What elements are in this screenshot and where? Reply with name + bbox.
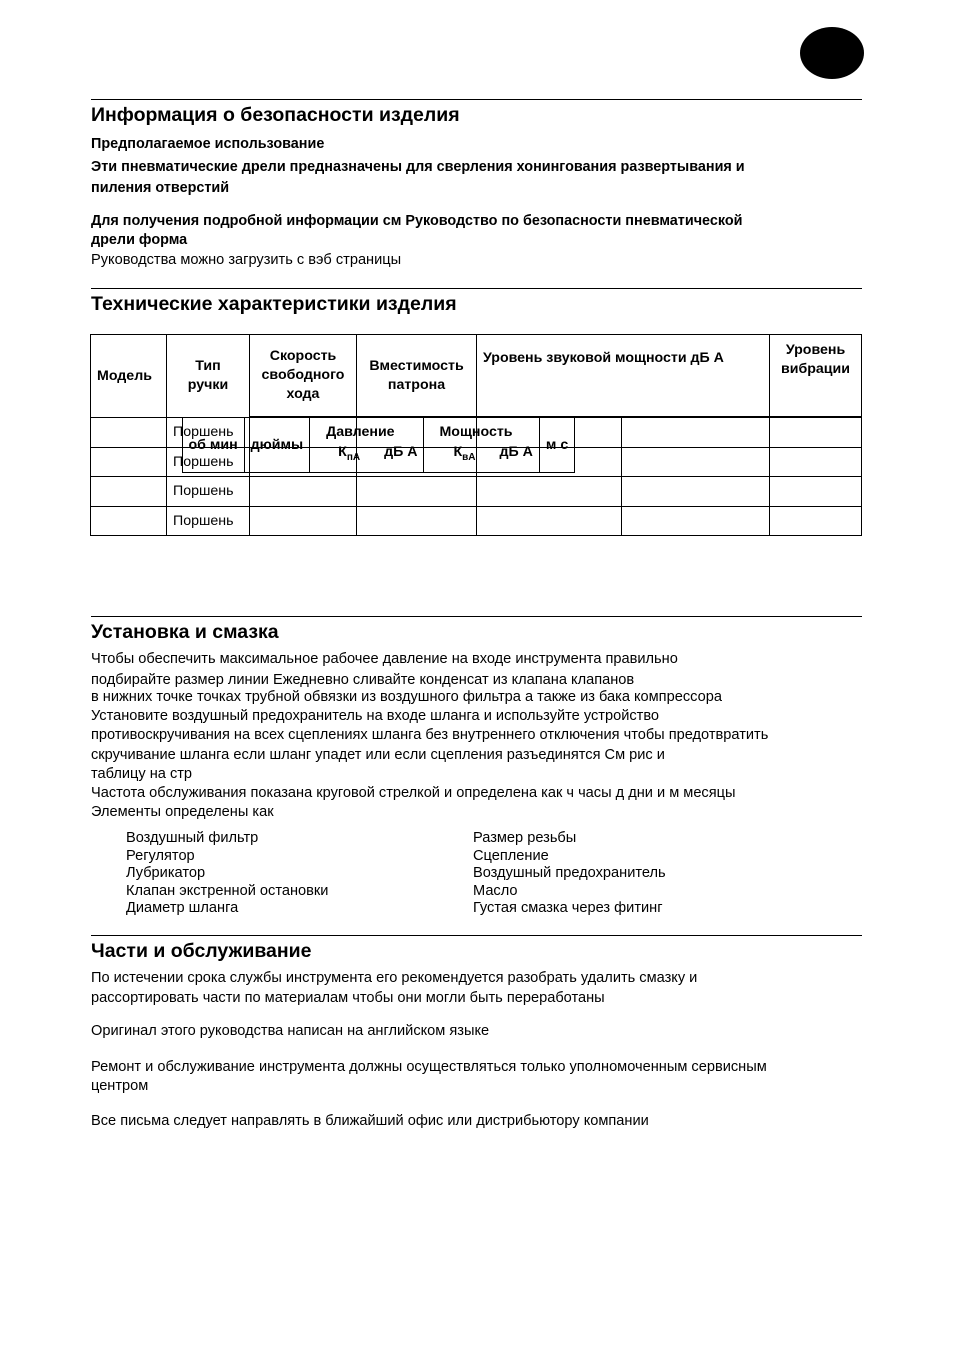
cell-power <box>622 418 770 448</box>
install-line-7: таблицу на стр <box>91 766 193 782</box>
spec-table <box>90 334 862 536</box>
list-item: Воздушный предохранитель <box>473 865 666 881</box>
col-header-sound: Уровень звуковой мощности дБ А <box>477 335 770 417</box>
cell-handle: Поршень <box>167 506 250 536</box>
cell-pressure <box>477 477 622 507</box>
sub-header-pressure-value <box>326 442 417 468</box>
cell-capacity <box>357 506 477 536</box>
col-header-speed-line-2: свободного <box>261 367 345 383</box>
elements-list-left <box>126 830 328 918</box>
col-header-speed-line-3: хода <box>286 386 320 402</box>
table-row <box>91 506 862 536</box>
table-row <box>91 477 862 507</box>
cell-model <box>91 506 167 536</box>
list-item: Воздушный фильтр <box>126 830 259 846</box>
unit-speed: об мин <box>182 418 244 473</box>
cell-vibration <box>770 477 862 507</box>
intended-use-line-2: пиления отверстий <box>91 180 230 196</box>
list-item: Масло <box>473 882 518 899</box>
cell-handle: Поршень <box>167 447 250 477</box>
power-unit: дБ А <box>499 444 533 460</box>
sub-header-power <box>424 418 539 473</box>
cell-model <box>91 477 167 507</box>
recycle-line-2: рассортировать части по материалам чтобы они могли быть переработаны <box>91 990 605 1006</box>
intended-use-line-1: Эти пневматические дрели предназначены для сверления хонингования развертывания и <box>91 159 745 175</box>
more-info-line-1: Для получения подробной информации см Руководство по безопасности пневматической <box>91 213 743 229</box>
specs-title: Технические характеристики изделия <box>91 293 457 315</box>
recycle-line-1: По истечении срока службы инструмента его рекомендуется разобрать удалить смазку и <box>91 970 698 986</box>
cell-power <box>622 447 770 477</box>
cell-power <box>622 506 770 536</box>
col-header-speed-line-1: Скорость <box>269 348 337 364</box>
list-item: Диаметр шланга <box>126 900 239 916</box>
pressure-unit: дБ А <box>384 444 418 460</box>
download-text: Руководства можно загрузить с вэб страницы <box>91 252 402 268</box>
cell-vibration <box>770 506 862 536</box>
intended-use-heading: Предполагаемое использование <box>91 136 325 152</box>
section-divider <box>91 935 862 936</box>
sub-header-pressure <box>310 418 424 473</box>
cell-vibration <box>770 447 862 477</box>
cell-model <box>91 447 167 477</box>
col-header-capacity-line-2: патрона <box>387 376 446 393</box>
list-item: Клапан экстренной остановки <box>126 882 329 899</box>
language-tab-marker <box>800 27 864 79</box>
list-item: Регулятор <box>126 847 195 864</box>
install-line-8: Частота обслуживания показана круговой стрелкой и определена как ч часы д дни и м месяцы <box>91 785 736 801</box>
cell-handle: Поршень <box>167 477 250 507</box>
elements-list-right <box>473 830 666 918</box>
col-header-capacity-line-1: Вместимость <box>369 357 464 374</box>
original-language-text: Оригинал этого руководства написан на английском языке <box>91 1023 490 1039</box>
list-item: Сцепление <box>473 847 549 864</box>
section-divider <box>91 288 862 289</box>
col-header-handle <box>167 335 250 418</box>
col-header-handle-line-2: ручки <box>187 377 229 393</box>
install-line-2: подбирайте размер линии Ежедневно сливайте конденсат из клапана клапанов <box>91 672 635 688</box>
col-header-capacity <box>357 335 477 417</box>
install-line-1: Чтобы обеспечить максимальное рабочее давление на входе инструмента правильно <box>91 651 678 667</box>
col-header-vibration-line-1: Уровень <box>785 342 846 358</box>
install-line-6: скручивание шланга если шланг упадет или если сцепления разъединятся См рис и <box>91 747 665 763</box>
col-header-handle-line-1: Тип <box>195 358 221 374</box>
sub-header-power-value <box>439 442 532 468</box>
list-item: Густая смазка через фитинг <box>473 900 663 916</box>
list-item: Размер резьбы <box>473 830 577 846</box>
section-divider <box>91 616 862 617</box>
safety-title: Информация о безопасности изделия <box>91 104 460 126</box>
cell-capacity <box>357 477 477 507</box>
letters-text: Все письма следует направлять в ближайший офис или дистрибьютору компании <box>91 1113 649 1129</box>
cell-speed <box>250 477 357 507</box>
parts-title: Части и обслуживание <box>91 940 312 962</box>
install-line-5: противоскручивания на всех сцеплениях шланга без внутреннего отключения чтобы предотвратить <box>91 727 769 743</box>
unit-vibration: м с <box>539 418 574 473</box>
col-header-model: Модель <box>91 335 167 418</box>
power-k-sub: вА <box>462 452 476 463</box>
cell-handle: Поршень <box>167 418 250 448</box>
cell-speed <box>250 506 357 536</box>
install-line-9: Элементы определены как <box>91 804 274 820</box>
pressure-k: К <box>338 444 347 460</box>
install-line-3: в нижних точке точках трубной обвязки из воздушного фильтра а также из бака компрессора <box>91 689 722 705</box>
col-header-vibration <box>770 335 862 417</box>
repair-line-1: Ремонт и обслуживание инструмента должны осуществляться только уполномоченным сервисным <box>91 1059 767 1075</box>
cell-power <box>622 477 770 507</box>
repair-line-2: центром <box>91 1078 149 1094</box>
cell-vibration <box>770 418 862 448</box>
power-k: К <box>453 444 463 460</box>
col-header-speed <box>250 335 357 417</box>
pressure-k-sub: пА <box>346 452 361 463</box>
list-item: Лубрикатор <box>126 865 206 881</box>
cell-model <box>91 418 167 448</box>
unit-capacity: дюймы <box>244 418 309 473</box>
more-info-line-2: дрели форма <box>91 232 188 248</box>
section-divider <box>91 99 862 100</box>
sub-header-power-label: Мощность <box>439 424 513 440</box>
install-title: Установка и смазка <box>91 621 279 643</box>
cell-pressure <box>477 506 622 536</box>
sub-header-pressure-label: Давление <box>326 424 395 440</box>
col-header-vibration-line-2: вибрации <box>781 361 850 377</box>
install-line-4: Установите воздушный предохранитель на входе шланга и используйте устройство <box>91 708 660 724</box>
